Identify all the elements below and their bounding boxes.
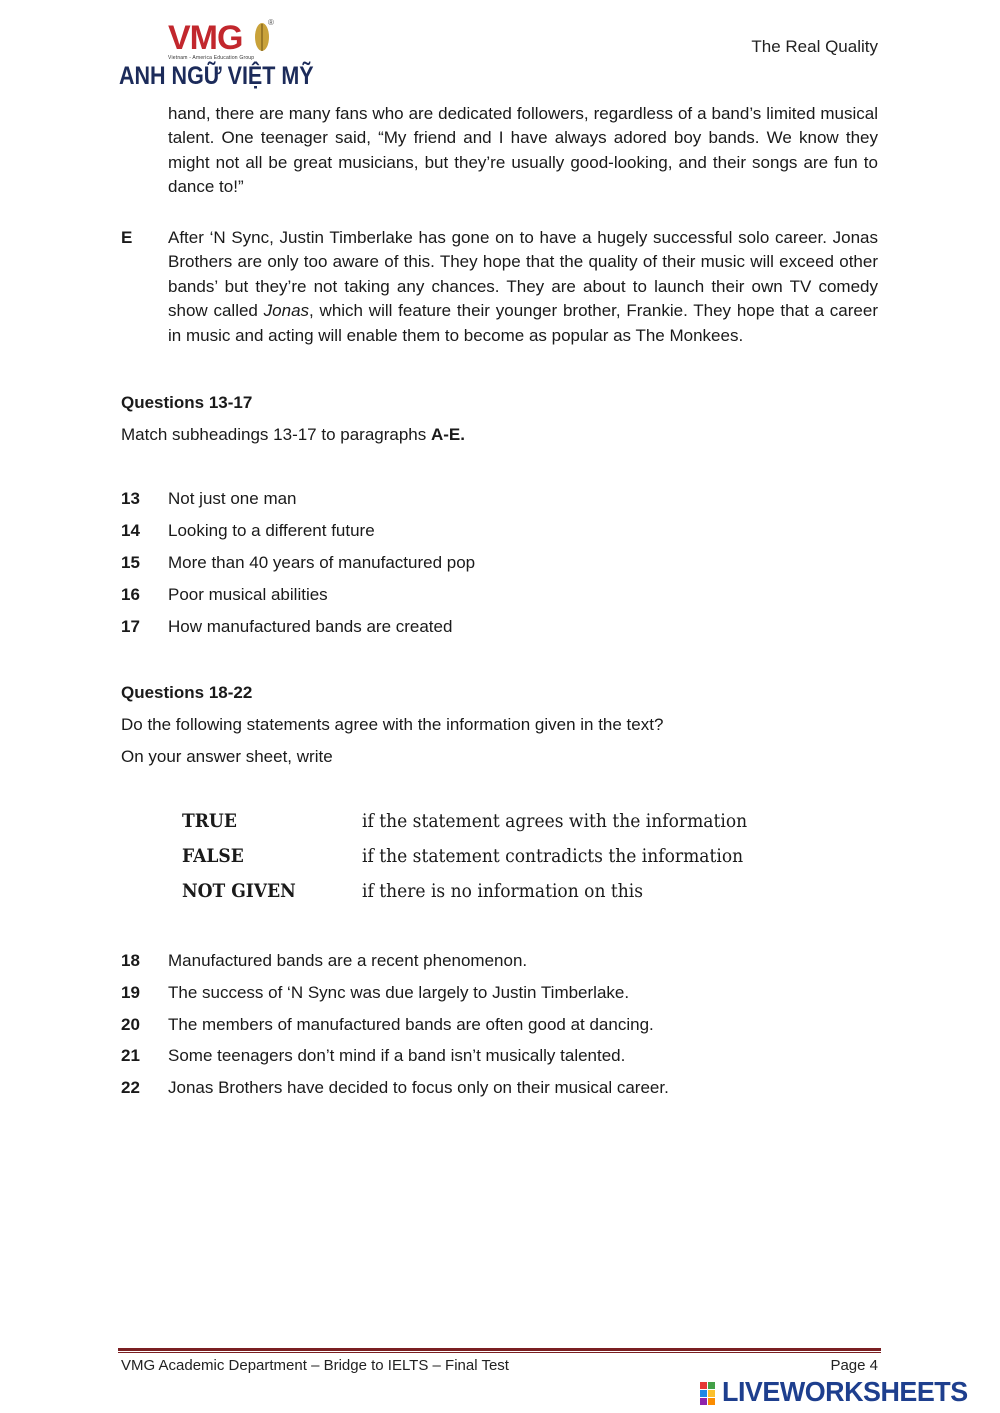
footer-rule [118,1348,881,1351]
question-text: Looking to a different future [168,521,375,540]
page-number: Page 4 [830,1357,878,1374]
answer-key-description: if the statement contradicts the information [362,845,744,867]
questions-13-17-instruction [121,425,465,445]
logo-subtitle: Vietnam - America Education Group [168,55,255,61]
question-text: Not just one man [168,489,297,508]
answer-key-description: if there is no information on this [362,880,644,902]
liveworksheets-watermark: LIVEWORKSHEETS [722,1376,968,1407]
question-text: The members of manufactured bands are often good at dancing. [168,1015,654,1034]
footer-rule-thin [118,1352,881,1353]
question-text: Jonas Brothers have decided to focus only on their musical career. [168,1078,669,1097]
question-number: 20 [121,1015,140,1034]
question-text: More than 40 years of manufactured pop [168,553,476,572]
logo-anh-ngu-viet-my: ANH NGỮ VIỆT MỸ [119,62,314,90]
question-number: 18 [121,951,140,970]
question-number: 15 [121,553,140,572]
question-text: Poor musical abilities [168,585,328,604]
question-text: How manufactured bands are created [168,617,453,636]
questions-18-22-heading: Questions 18-22 [121,683,253,702]
question-number: 17 [121,617,140,636]
question-text: Some teenagers don’t mind if a band isn’t musically talented. [168,1046,626,1065]
instruction-paragraph-range: A-E. [430,425,465,444]
answer-key-label: FALSE [182,845,244,867]
answer-key-label: TRUE [182,810,237,832]
question-text: Manufactured bands are a recent phenomenon. [168,951,528,970]
questions-13-17-heading: Questions 13-17 [121,393,253,412]
question-number: 14 [121,521,140,540]
paragraph-e-text-2: , which will feature their younger brother, Frankie. They hope that a career in music and acting will enable them to become as popular as The Monkees. [168,301,878,345]
question-number: 13 [121,489,140,508]
liveworksheets-icon [700,1382,724,1406]
question-number: 19 [121,983,140,1002]
logo-vmg: VMG [168,19,243,57]
instruction-text: Match subheadings 13-17 to paragraphs [121,425,431,444]
answer-key-description: if the statement agrees with the information [362,810,748,832]
paragraph-e-italic: Jonas [263,301,310,321]
question-number: 21 [121,1046,140,1065]
paragraph-e [168,226,878,348]
questions-18-22-instruction-2: On your answer sheet, write [121,747,333,766]
footer-department: VMG Academic Department – Bridge to IELTS – Final Test [121,1357,509,1374]
question-text: The success of ‘N Sync was due largely to Justin Timberlake. [168,983,630,1002]
question-number: 16 [121,585,140,604]
answer-key-label: NOT GIVEN [182,880,296,902]
paragraph-e-text-1: After ‘N Sync, Justin Timberlake has gone on to have a hugely successful solo career. Jonas Brothers are only too aware of this. They hope that the quality of their music will exceed other bands’ but they’re not taking any chances. They are about to launch their own TV comedy show called [168,228,878,321]
registered-mark: ® [268,18,274,27]
paragraph-e-letter: E [121,228,133,247]
paragraph-d-continued: hand, there are many fans who are dedicated followers, regardless of a band’s limited musical talent. One teenager said, “My friend and I have always adored boy bands. We know they might not all be great musicians, but they’re usually good-looking, and their songs are fun to dance to!” [168,104,878,197]
questions-18-22-instruction-1: Do the following statements agree with the information given in the text? [121,715,664,734]
question-number: 22 [121,1078,140,1097]
header-tagline: The Real Quality [751,37,878,56]
